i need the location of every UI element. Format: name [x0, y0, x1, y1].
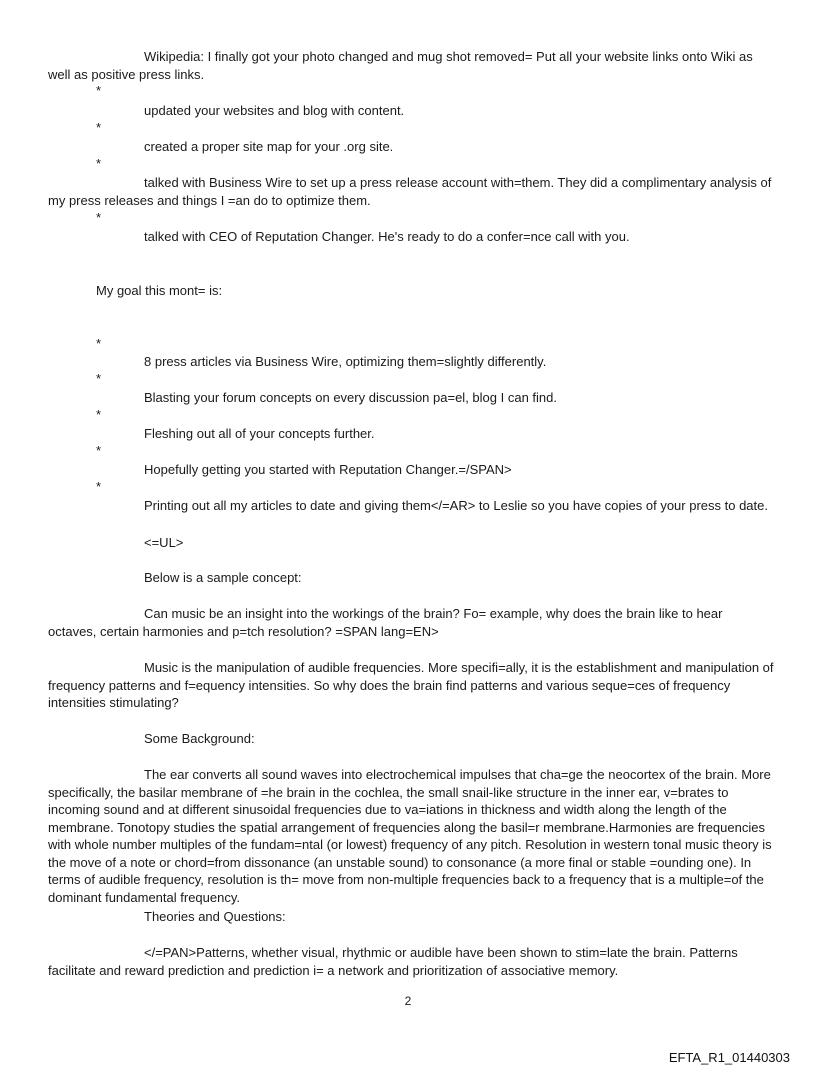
list-item: Hopefully getting you started with Reputation Changer.=/SPAN>: [144, 462, 512, 477]
paragraph-wikipedia: Wikipedia: I finally got your photo changed and mug shot removed= Put all your website links onto Wiki as well as positive press links.: [48, 49, 753, 82]
page-number: 2: [404, 994, 412, 1008]
bullet-marker: *: [96, 120, 102, 135]
background-heading: Some Background:: [144, 731, 255, 746]
goal-heading: My goal this mont= is:: [96, 283, 223, 298]
list-item: Fleshing out all of your concepts further.: [144, 426, 375, 441]
paragraph-music-definition: Music is the manipulation of audible frequencies. More specifi=ally, it is the establishment and manipulation of frequency patterns and f=equency intensities. So why does the brain find patterns and various seque=ces of frequency intensities stimulating?: [48, 660, 774, 710]
list-item: created a proper site map for your .org site.: [144, 139, 394, 154]
bullet-marker: *: [96, 156, 102, 171]
theories-heading: Theories and Questions:: [144, 909, 286, 924]
document-id-footer: EFTA_R1_01440303: [668, 1050, 790, 1065]
paragraph-patterns: </=PAN>Patterns, whether visual, rhythmic or audible have been shown to stim=late the brain. Patterns facilitate and reward prediction and prediction i= a network and prioritization of associative memory.: [48, 945, 738, 978]
sample-heading: Below is a sample concept:: [144, 570, 302, 585]
list-item: updated your websites and blog with content.: [144, 103, 405, 118]
paragraph-business-wire: talked with Business Wire to set up a press release account with=them. They did a complimentary analysis of my press releases and things I =an do to optimize them.: [48, 175, 772, 208]
paragraph-ear: The ear converts all sound waves into electrochemical impulses that cha=ge the neocortex of the brain. More specifically, the basilar membrane of =he brain in the cochlea, the small snail-like structure in the inner ear, v=brates to incoming sound and at different sinusoidal frequencies due to va=iations in thickness and width along the length of the membrane. Tonotopy studies the spatial arrangement of frequencies along the basil=r membrane.Harmonies are frequencies with whole number multiples of the fundam=ntal (or lowest) frequency of any pitch. Resolution in western tonal music theory is the move of a note or chord=from dissonance (an unstable sound) to consonance (a more final or stable =ounding one). In terms of audible frequency, resolution is th= move from non-multiple frequencies back to a frequency that is a multiple=of the dominant fundamental frequency.: [48, 767, 772, 905]
bullet-marker: *: [96, 210, 102, 225]
paragraph-music-question: Can music be an insight into the workings of the brain? Fo= example, why does the brain like to hear octaves, certain harmonies and p=tch resolution? =SPAN lang=EN>: [48, 606, 723, 639]
list-item: Blasting your forum concepts on every discussion pa=el, blog I can find.: [144, 390, 557, 405]
raw-tag-text: <=UL>: [144, 535, 184, 550]
bullet-marker: *: [96, 443, 102, 458]
bullet-marker: *: [96, 336, 102, 351]
bullet-marker: *: [96, 407, 102, 422]
bullet-marker: *: [96, 371, 102, 386]
bullet-marker: *: [96, 479, 102, 494]
list-item: Printing out all my articles to date and giving them</=AR> to Leslie so you have copies of your press to date.: [144, 498, 768, 513]
bullet-marker: *: [96, 83, 102, 98]
list-item: talked with CEO of Reputation Changer. He's ready to do a confer=nce call with you.: [144, 229, 630, 244]
list-item: 8 press articles via Business Wire, optimizing them=slightly differently.: [144, 354, 547, 369]
